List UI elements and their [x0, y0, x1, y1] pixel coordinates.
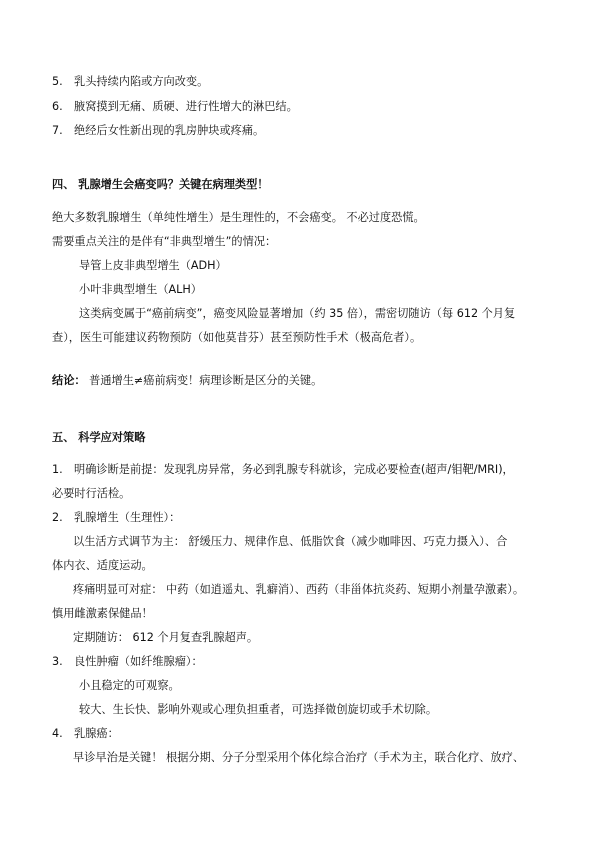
list-item: 2. 乳腺增生（生理性）：: [52, 511, 181, 524]
paragraph-line: 必要时行活检。: [52, 487, 131, 500]
list-item: 4. 乳腺癌：: [52, 727, 119, 740]
conclusion-text: 普通增生≠癌前病变！病理诊断是区分的关键。: [85, 374, 323, 387]
paragraph-line: 这类病变属于“癌前病变”，癌变风险显著增加（约 35 倍），需密切随访（每 612 个月复: [79, 307, 516, 320]
paragraph-line: 小且稳定的可观察。: [79, 679, 180, 692]
list-item: 小叶非典型增生（ALH）: [79, 283, 202, 296]
paragraph-line: 以生活方式调节为主： 舒缓压力、规律作息、低脂饮食（减少咖啡因、巧克力摄入）、合: [73, 535, 508, 548]
list-item: 导管上皮非典型增生（ADH）: [79, 259, 227, 272]
list-item: 6. 腋窝摸到无痛、质硬、进行性增大的淋巴结。: [52, 100, 298, 113]
conclusion-label: 结论：: [52, 374, 86, 387]
paragraph-line: 定期随访： 612 个月复查乳腺超声。: [73, 631, 259, 644]
list-item: 1. 明确诊断是前提：发现乳房异常，务必到乳腺专科就诊，完成必要检查(超声/钼靶/MRI)，: [52, 463, 514, 476]
paragraph-line: 体内衣、适度运动。: [52, 559, 153, 572]
list-item: 3. 良性肿瘤（如纤维腺瘤）：: [52, 655, 203, 668]
paragraph-line: 疼痛明显可对症： 中药（如逍遥丸、乳癖消）、西药（非甾体抗炎药、短期小剂量孕激素）。: [73, 583, 525, 596]
list-item: 7. 绝经后女性新出现的乳房肿块或疼痛。: [52, 124, 265, 137]
paragraph: 绝大多数乳腺增生（单纯性增生）是生理性的，不会癌变。 不必过度恐慌。: [52, 211, 425, 224]
paragraph: 需要重点关注的是伴有“非典型增生”的情况：: [52, 235, 277, 248]
paragraph-line: 慎用雌激素保健品！: [52, 607, 153, 620]
section-heading: 四、 乳腺增生会癌变吗？关键在病理类型！: [52, 178, 269, 191]
list-item: 5. 乳头持续内陷或方向改变。: [52, 75, 209, 88]
paragraph-line: 早诊早治是关键！ 根据分期、分子分型采用个体化综合治疗（手术为主，联合化疗、放疗、: [73, 751, 525, 764]
paragraph-line: 查），医生可能建议药物预防（如他莫昔芬）甚至预防性手术（极高危者）。: [52, 331, 422, 344]
conclusion: [52, 374, 322, 388]
paragraph-line: 较大、生长快、影响外观或心理负担重者，可选择微创旋切或手术切除。: [79, 703, 438, 716]
section-heading: 五、 科学应对策略: [52, 431, 146, 444]
